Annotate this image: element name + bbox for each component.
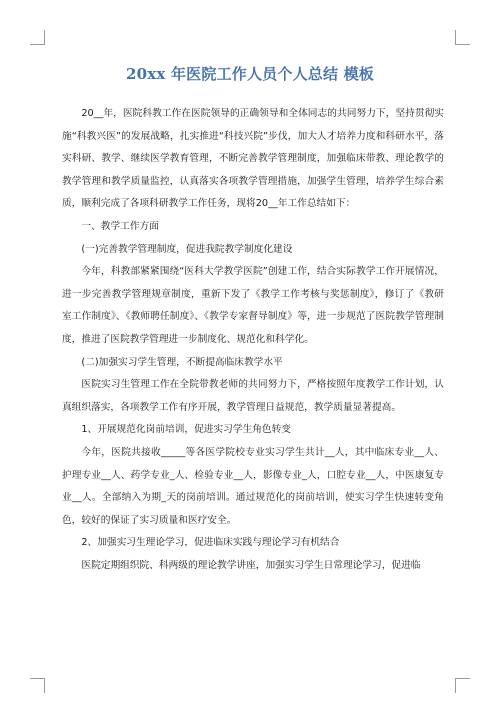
subsection-heading-management: (一)完善教学管理制度，促进我院教学制度化建设 — [81, 243, 293, 255]
crop-mark-bottom-right — [455, 678, 470, 693]
paragraph-interns: 医院实习生管理工作在全院带教老师的共同努力下，严格按照年度教学工作计划，认真组织落实，各项教学工作有序开展，教学管理日益规范，教学质量显著提高。 — [62, 379, 444, 413]
paragraph-management: 今年，科教部紧紧围绕“医科大学教学医院”创建工作，结合实际教学工作开展情况，进一步完善教学管理规章制度，重新下发了《教学工作考核与奖惩制度》，修订了《教研室工作制度》、《教师聘任制度》、《教学专家督导制度》等，进一步规范了医院教学管理制度，推进了医院教学管理进一步制度化、规范化和科学化。 — [62, 266, 444, 345]
subsection-heading-interns: (二)加强实习学生管理，不断提高临床教学水平 — [81, 356, 283, 368]
document-title: 20xx 年医院工作人员个人总结 模板 — [125, 65, 374, 83]
section-heading-teaching: 一、教学工作方面 — [81, 220, 159, 232]
crop-mark-top-right — [455, 30, 470, 45]
paragraph-theory-study: 医院定期组织院、科两级的理论教学讲座，加强实习学生日常理论学习，促进临 — [81, 559, 421, 571]
paragraph-intro: 20__年，医院科教工作在医院领导的正确领导和全体同志的共同努力下，坚持贯彻实施“科教兴医”的发展战略，扎实推进“科技兴院”步伐，加大人才培养力度和科研水平，落实科研、教学、继续医学教育管理，不断完善教学管理制度，加强临床带教、理论教学的教学管理和教学质量监控，认真落实各项教学管理措施，加强学生管理，培养学生综合素质，顺利完成了各项科研教学工作任务，现将20__年工作总结如下： — [62, 108, 444, 210]
crop-mark-bottom-left — [30, 678, 45, 693]
paragraph-pre-job-training: 今年，医院共接收_____等各医学院校专业实习学生共计__人，其中临床专业__人、护理专业__人、药学专业_人、检验专业__人，影像专业_人，口腔专业__人，中医康复专业__人。全部纳入为期_天的岗前培训。通过规范化的岗前培训，使实习学生快速转变角色，较好的保证了实习质量和医疗安全。 — [62, 446, 444, 526]
item-heading-theory-study: 2、加强实习生理论学习，促进临床实践与理论学习有机结合 — [81, 537, 340, 549]
crop-mark-top-left — [30, 30, 45, 45]
item-heading-pre-job-training: 1、开展规范化岗前培训，促进实习学生角色转变 — [81, 424, 291, 436]
document-body — [62, 103, 444, 577]
